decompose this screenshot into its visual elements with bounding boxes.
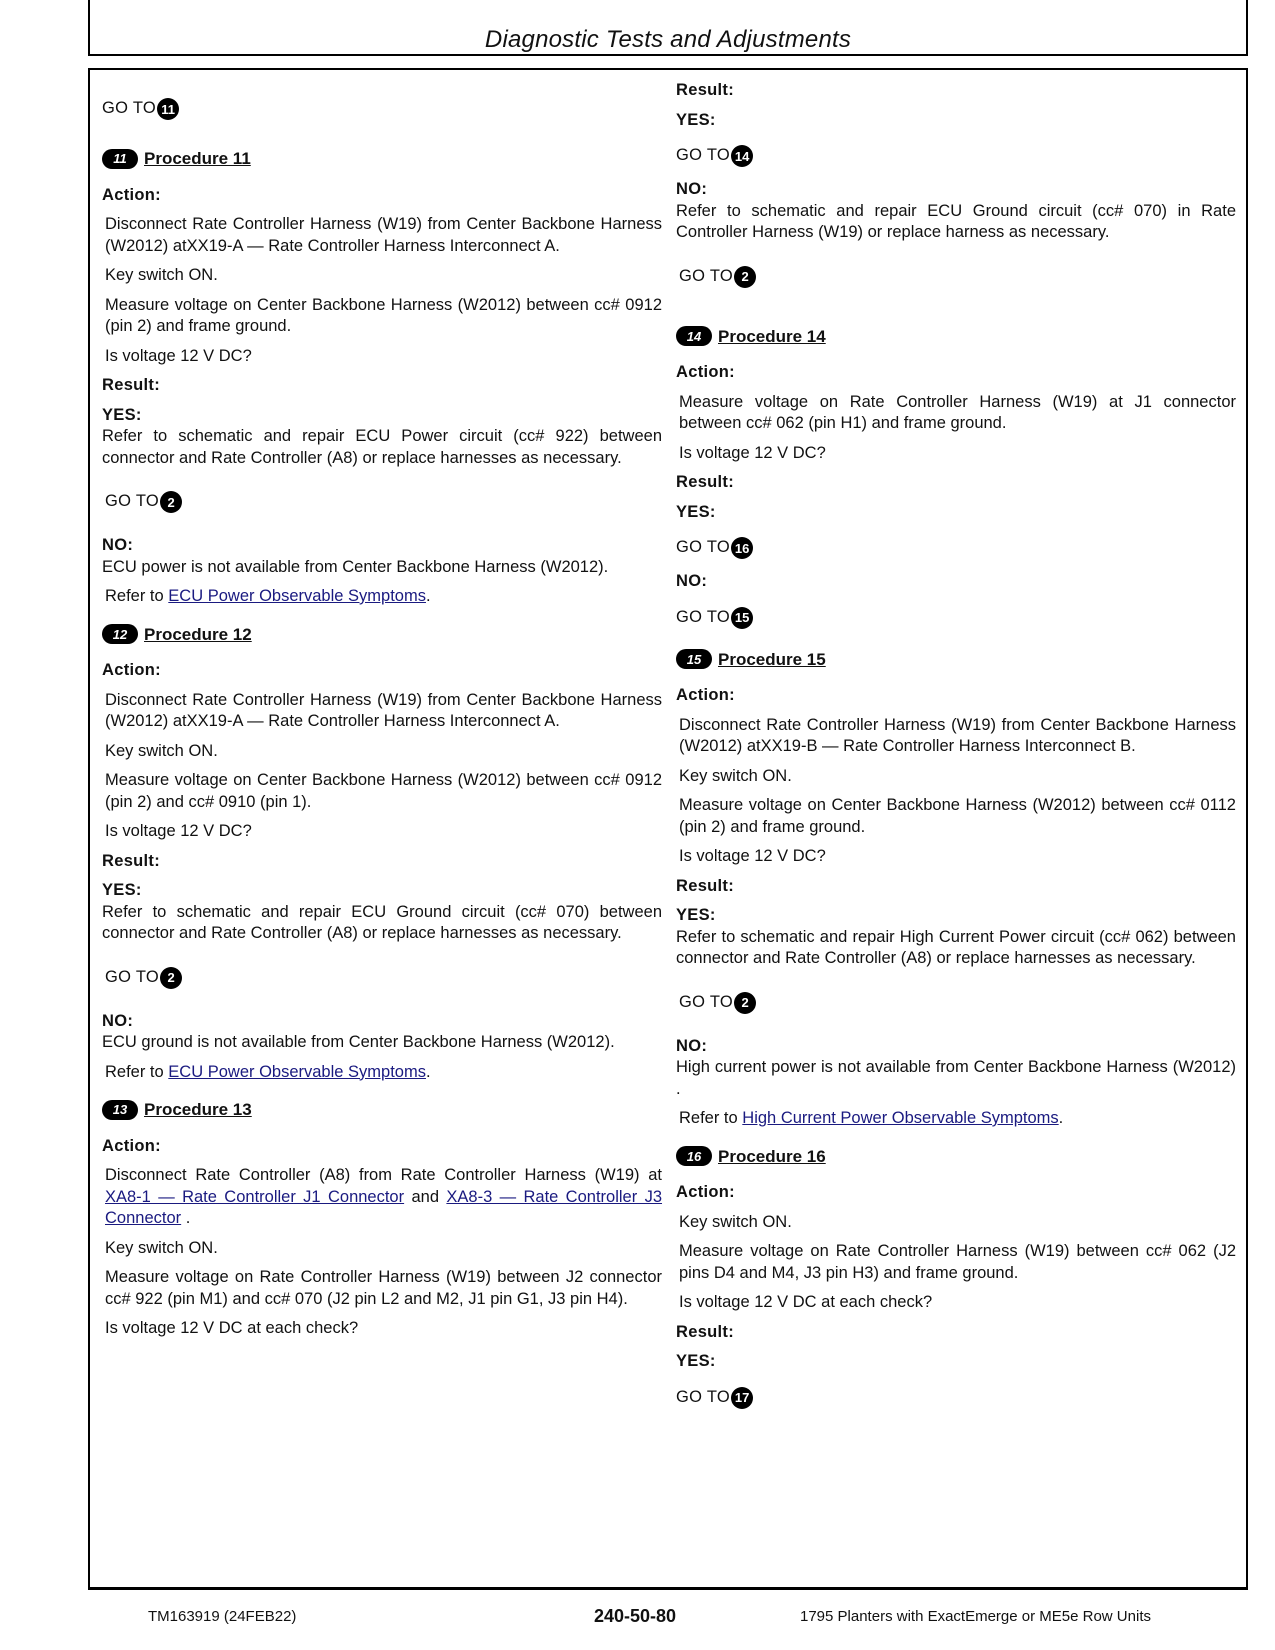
page-header-title: Diagnostic Tests and Adjustments: [484, 26, 852, 53]
high-current-symptoms-link[interactable]: High Current Power Observable Symptoms: [742, 1109, 1059, 1127]
action-step: Measure voltage on Center Backbone Harness (W2012) between cc# 0912 (pin 2) and cc# 0910 (pin 1).: [105, 771, 662, 811]
goto-procedure-2[interactable]: GO TO 2: [102, 491, 662, 513]
step-number-icon: 11: [157, 98, 179, 120]
action-step: Measure voltage on Rate Controller Harness (W19) between J2 connector cc# 922 (pin M1) and cc# 070 (J2 pin L2 and M2, J1 pin G1, J3 pin H4).: [105, 1268, 662, 1308]
step-number-icon: 17: [731, 1387, 753, 1409]
action-label: Action:: [676, 363, 735, 381]
step-number-icon: 16: [676, 1146, 712, 1166]
no-label: NO:: [676, 572, 708, 590]
result-label: Result:: [102, 851, 161, 870]
xa8-1-connector-link[interactable]: XA8-1 — Rate Controller J1 Connector: [105, 1187, 405, 1206]
step-number-icon: 14: [676, 326, 712, 346]
action-question: Is voltage 12 V DC?: [679, 847, 826, 865]
action-step: Key switch ON.: [105, 266, 218, 284]
no-text: High current power is not available from Center Backbone Harness (W2012) .: [676, 1058, 1236, 1098]
step-number-icon: 13: [102, 1100, 138, 1120]
step-number-icon: 15: [676, 649, 712, 669]
action-step: Key switch ON.: [105, 1238, 218, 1257]
goto-procedure-15[interactable]: GO TO 15: [676, 607, 1236, 629]
step-number-icon: 14: [731, 145, 753, 167]
xa8-3-connector-link[interactable]: XA8-3 — Rate Controller J3 Connector: [105, 1187, 663, 1227]
result-label: Result:: [676, 876, 735, 895]
action-question: Is voltage 12 V DC?: [105, 346, 252, 365]
ecu-power-symptoms-link[interactable]: ECU Power Observable Symptoms: [168, 587, 426, 605]
ecu-power-symptoms-link[interactable]: ECU Power Observable Symptoms: [168, 1062, 426, 1081]
document-id: TM163919 (24FEB22): [148, 1608, 297, 1625]
action-step: Disconnect Rate Controller Harness (W19) from Center Backbone Harness (W2012) atXX19-B — Rate Controller Harness Interconnect B.: [679, 715, 1236, 755]
goto-procedure-2[interactable]: GO TO 2: [102, 967, 662, 989]
result-label: Result:: [102, 376, 161, 394]
procedure-15-heading: 15 Procedure 15: [676, 649, 1236, 671]
no-label: NO:: [102, 536, 134, 554]
goto-procedure-14[interactable]: GO TO 14: [676, 145, 1236, 167]
action-label: Action:: [676, 1183, 735, 1201]
procedure-11-heading: 11 Procedure 11: [102, 148, 662, 170]
yes-text: Refer to schematic and repair ECU Power circuit (cc# 922) between connector and Rate Controller (A8) or replace harnesses as necessary.: [102, 427, 662, 467]
goto-procedure-2[interactable]: GO TO 2: [676, 266, 1236, 288]
procedure-12-heading: 12 Procedure 12: [102, 624, 662, 646]
action-step: Measure voltage on Center Backbone Harness (W2012) between cc# 0112 (pin 2) and frame ground.: [679, 796, 1236, 836]
refer-to-line: Refer to ECU Power Observable Symptoms.: [105, 1062, 431, 1081]
goto-procedure-2[interactable]: GO TO 2: [676, 992, 1236, 1014]
yes-label: YES:: [102, 405, 142, 424]
action-label: Action:: [102, 185, 161, 204]
step-number-icon: 2: [734, 266, 756, 288]
action-step: Measure voltage on Center Backbone Harness (W2012) between cc# 0912 (pin 2) and frame ground.: [105, 295, 662, 335]
action-step: Key switch ON.: [105, 741, 218, 760]
action-label: Action:: [102, 661, 161, 679]
page-footer: [0, 1606, 1275, 1630]
no-text: Refer to schematic and repair ECU Ground circuit (cc# 070) in Rate Controller Harness (W19) or replace harness as necessary.: [676, 201, 1236, 241]
no-label: NO:: [676, 1036, 708, 1055]
yes-text: Refer to schematic and repair High Current Power circuit (cc# 062) between connector and Rate Controller (A8) or replace harnesses as necessary.: [676, 927, 1236, 967]
goto-procedure-11[interactable]: GO TO 11: [102, 98, 662, 120]
step-number-icon: 11: [102, 149, 138, 169]
yes-label: YES:: [676, 906, 716, 924]
action-question: Is voltage 12 V DC at each check?: [105, 1319, 359, 1337]
action-step: Key switch ON.: [679, 1212, 792, 1231]
yes-label: YES:: [676, 1352, 716, 1370]
result-label: Result:: [676, 1322, 735, 1341]
action-label: Action:: [102, 1136, 161, 1155]
yes-label: YES:: [676, 110, 716, 129]
manual-title: 1795 Planters with ExactEmerge or ME5e Row Units: [800, 1608, 1151, 1625]
step-number-icon: 2: [160, 967, 182, 989]
right-column: [676, 80, 1236, 1413]
goto-procedure-16[interactable]: GO TO 16: [676, 537, 1236, 559]
step-number-icon: 2: [734, 992, 756, 1014]
procedure-16-heading: 16 Procedure 16: [676, 1146, 1236, 1168]
action-step: Measure voltage on Rate Controller Harness (W19) between cc# 062 (J2 pins D4 and M4, J3 pin H3) and frame ground.: [679, 1242, 1236, 1282]
page-number: 240-50-80: [594, 1606, 677, 1626]
result-label: Result:: [676, 81, 735, 99]
action-step: Disconnect Rate Controller (A8) from Rate Controller Harness (W19) at XA8-1 — Rate Controller J1 Connector and XA8-3 — Rate Controller J3 Connector .: [105, 1166, 663, 1227]
step-number-icon: 15: [731, 607, 753, 629]
action-step: Key switch ON.: [679, 766, 792, 785]
left-column: [102, 96, 662, 1340]
no-text: ECU ground is not available from Center Backbone Harness (W2012).: [102, 1033, 615, 1051]
step-number-icon: 12: [102, 624, 138, 644]
yes-label: YES:: [676, 502, 716, 521]
goto-procedure-17[interactable]: GO TO 17: [676, 1387, 1236, 1409]
no-text: ECU power is not available from Center Backbone Harness (W2012).: [102, 557, 609, 576]
refer-to-line: Refer to High Current Power Observable Symptoms.: [679, 1109, 1064, 1127]
step-number-icon: 2: [160, 491, 182, 513]
result-label: Result:: [676, 473, 735, 491]
action-label: Action:: [676, 686, 735, 704]
no-label: NO:: [676, 180, 708, 198]
procedure-13-heading: 13 Procedure 13: [102, 1099, 662, 1121]
action-step: Disconnect Rate Controller Harness (W19) from Center Backbone Harness (W2012) atXX19-A — Rate Controller Harness Interconnect A.: [105, 215, 662, 255]
refer-to-line: Refer to ECU Power Observable Symptoms.: [105, 587, 431, 605]
step-number-icon: 16: [731, 537, 753, 559]
yes-label: YES:: [102, 881, 142, 899]
procedure-14-heading: 14 Procedure 14: [676, 326, 1236, 348]
action-question: Is voltage 12 V DC at each check?: [679, 1293, 933, 1311]
action-step: Measure voltage on Rate Controller Harness (W19) at J1 connector between cc# 062 (pin H1) and frame ground.: [679, 392, 1236, 432]
action-question: Is voltage 12 V DC?: [105, 822, 252, 840]
yes-text: Refer to schematic and repair ECU Ground circuit (cc# 070) between connector and Rate Controller (A8) or replace harnesses as necessary.: [102, 902, 662, 942]
action-step: Disconnect Rate Controller Harness (W19) from Center Backbone Harness (W2012) atXX19-A — Rate Controller Harness Interconnect A.: [105, 690, 662, 730]
header-box: [88, 0, 1248, 56]
action-question: Is voltage 12 V DC?: [679, 443, 826, 462]
no-label: NO:: [102, 1011, 134, 1030]
